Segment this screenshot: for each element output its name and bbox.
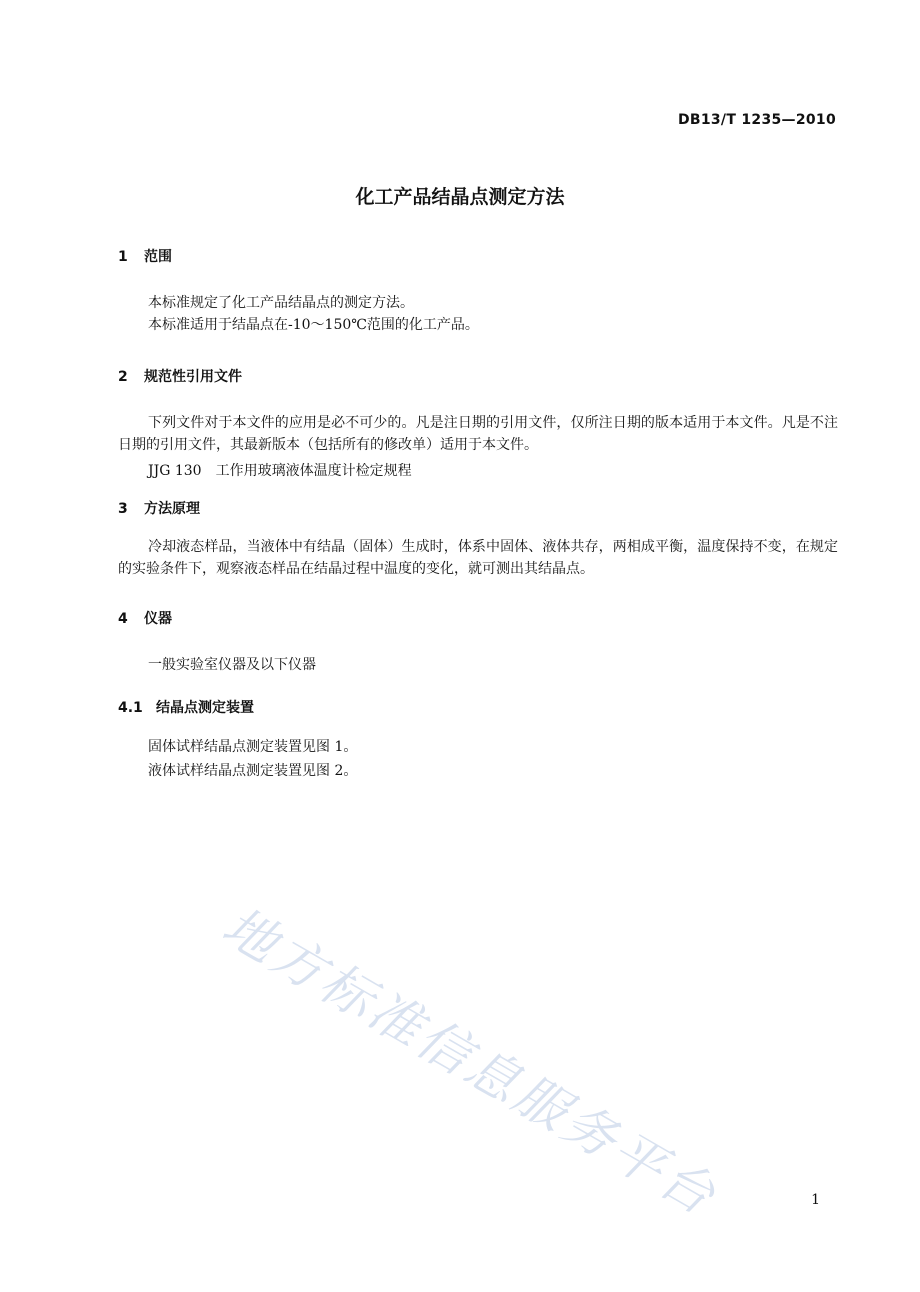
section-4-1-line-1: 固体试样结晶点测定装置见图 1。 [148,739,358,755]
page-number: 1 [811,1192,820,1208]
section-3-heading [118,498,200,518]
section-title: 方法原理 [144,501,200,517]
section-number: 4 [118,611,128,627]
section-4-1-heading [118,697,254,717]
section-3-paragraph: 冷却液态样品，当液体中有结晶（固体）生成时，体系中固体、液体共存，两相成平衡，温度保持不变，在规定的实验条件下，观察液态样品在结晶过程中温度的变化，就可测出其结晶点。 [118,539,838,577]
section-title: 范围 [144,249,172,265]
section-title: 仪器 [144,611,172,627]
watermark: 地方标准信息服务平台 [212,896,728,1229]
section-4-line-1: 一般实验室仪器及以下仪器 [148,657,316,673]
section-4-heading [118,608,172,628]
section-title: 规范性引用文件 [144,369,242,385]
section-2-heading [118,366,242,386]
section-2-reference: JJG 130 工作用玻璃液体温度计检定规程 [148,463,412,479]
section-1-heading [118,246,172,266]
section-1-line-1: 本标准规定了化工产品结晶点的测定方法。 [148,295,414,311]
section-1-line-2: 本标准适用于结晶点在-10～150℃范围的化工产品。 [148,317,479,333]
section-number: 4.1 [118,700,143,716]
standard-code: DB13/T 1235—2010 [677,112,836,128]
section-2-paragraph: 下列文件对于本文件的应用是必不可少的。凡是注日期的引用文件，仅所注日期的版本适用于本文件。凡是不注日期的引用文件，其最新版本（包括所有的修改单）适用于本文件。 [118,415,838,453]
section-number: 2 [118,369,128,385]
document-title: 化工产品结晶点测定方法 [355,186,565,208]
section-number: 3 [118,501,128,517]
section-title: 结晶点测定装置 [156,700,254,716]
section-number: 1 [118,249,128,265]
section-4-1-line-2: 液体试样结晶点测定装置见图 2。 [148,763,358,779]
